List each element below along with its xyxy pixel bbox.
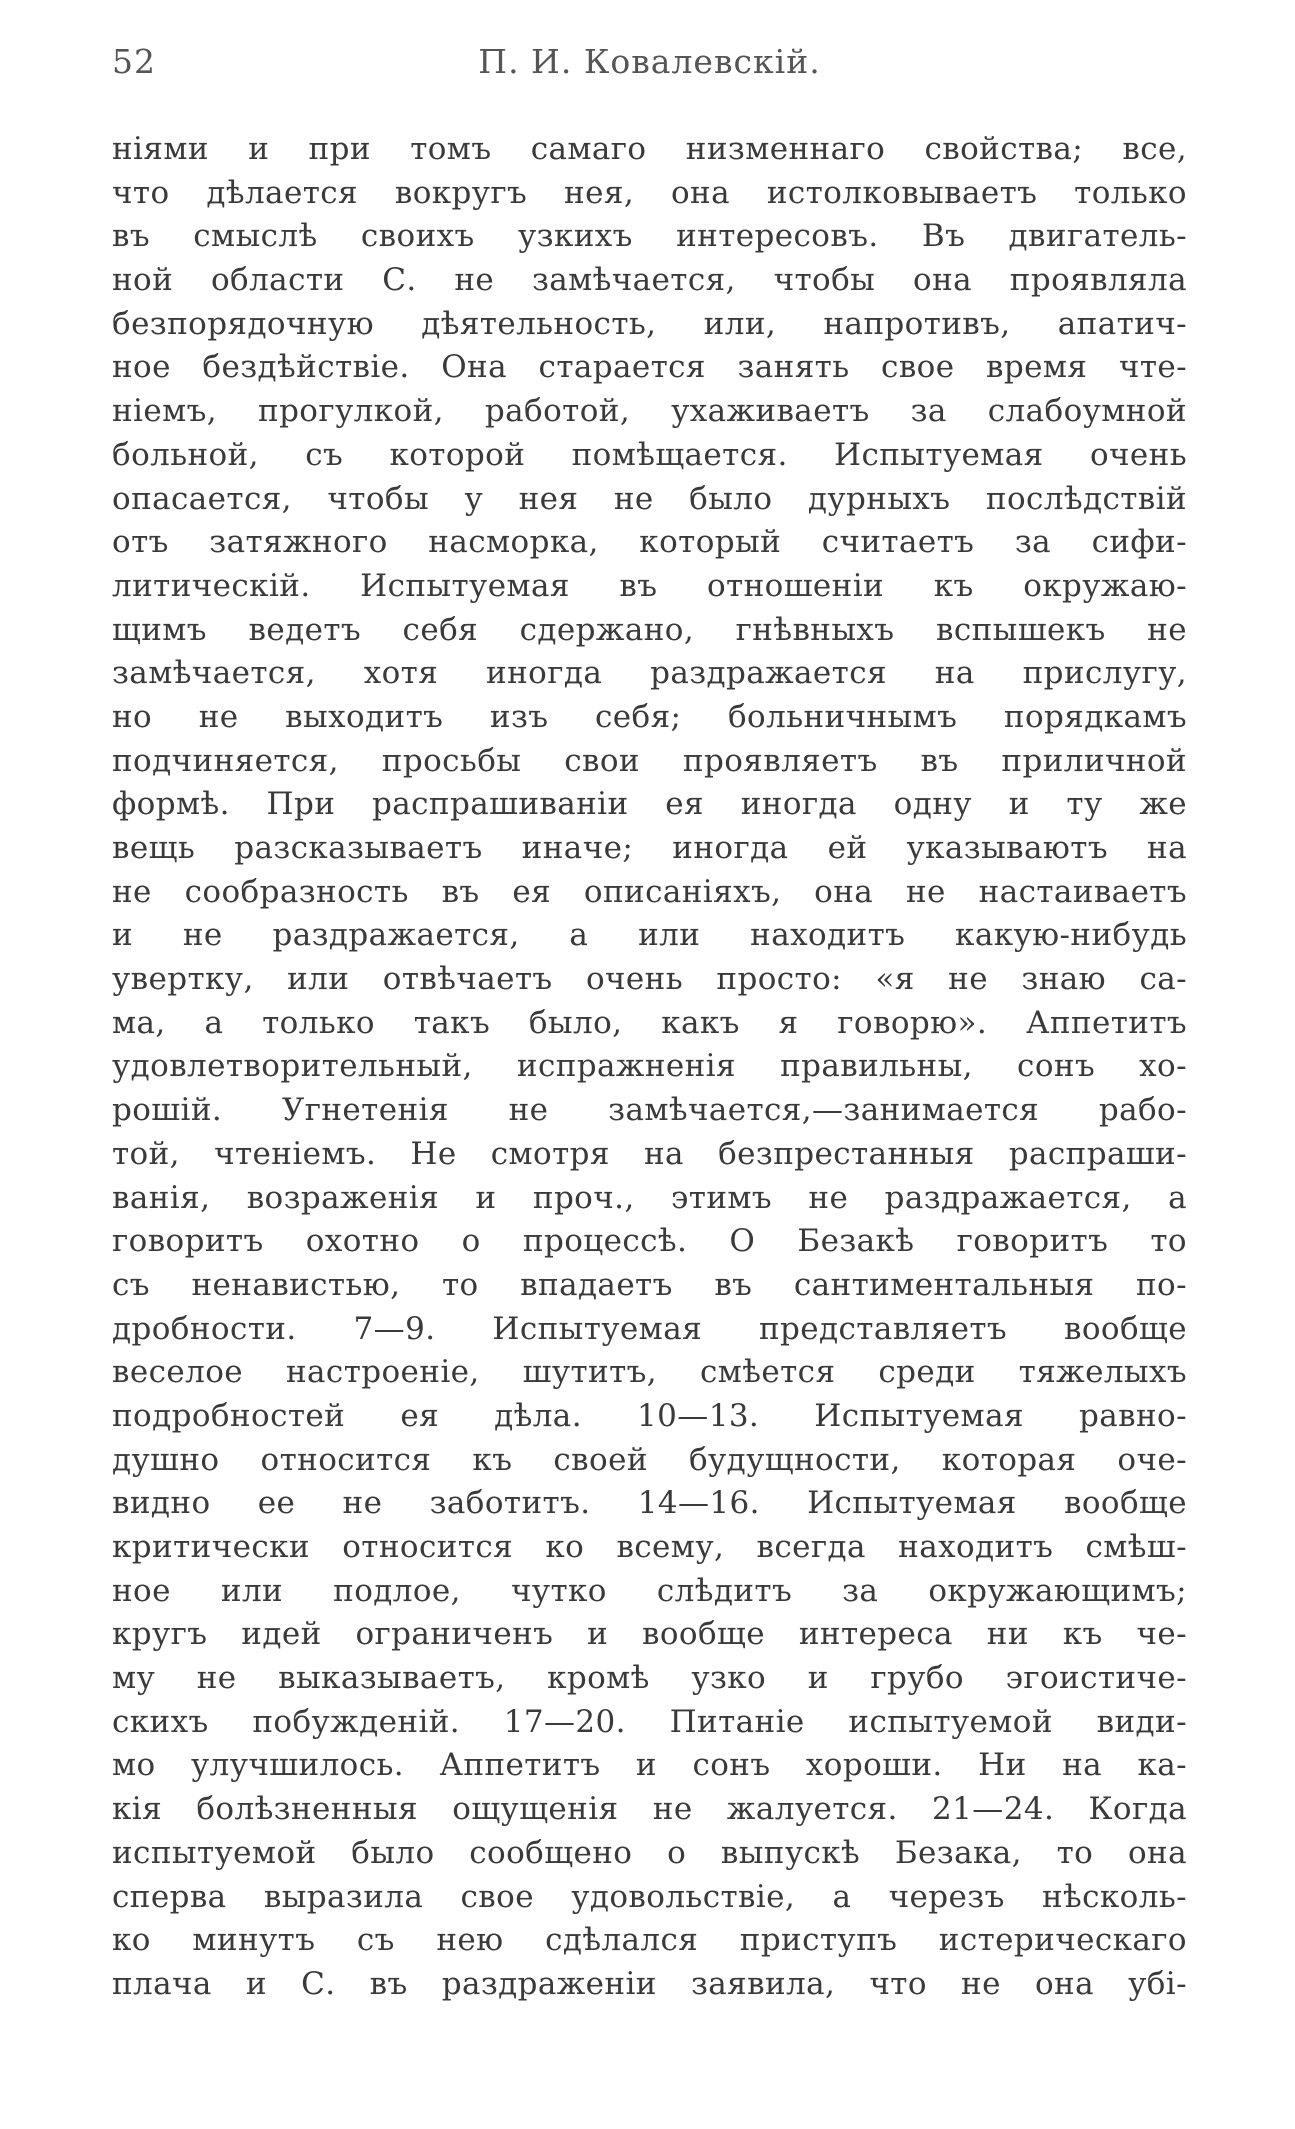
text-line: ніями и при томъ самаго низменнаго свойства; все, [112, 131, 1187, 167]
text-line: безпорядочную дѣятельность, или, напротивъ, апатич- [112, 305, 1187, 342]
page-number: 52 [112, 42, 156, 81]
text-line: и не раздражается, а или находитъ какую-нибудь [112, 917, 1187, 954]
text-line: говоритъ охотно о процессѣ. О Безакѣ говоритъ то [112, 1223, 1187, 1260]
page-header [112, 42, 1187, 92]
text-line: вещь разсказываетъ иначе; иногда ей указываютъ на [112, 830, 1187, 866]
text-line: ное или подлое, чутко слѣдитъ за окружающимъ; [112, 1572, 1187, 1609]
text-line: ванія, возраженія и проч., этимъ не раздражается, а [112, 1179, 1187, 1216]
text-line: душно относится къ своей будущности, которая оче- [112, 1441, 1187, 1478]
text-line: скихъ побужденій. 17—20. Питаніе испытуемой види- [112, 1703, 1187, 1740]
text-line: критически относится ко всему, всегда находитъ смѣш- [112, 1529, 1187, 1565]
text-line: кругъ идей ограниченъ и вообще интереса ни къ че- [112, 1616, 1187, 1653]
text-line: ное бездѣйствіе. Она старается занять свое время чте- [112, 349, 1187, 386]
text-line: увертку, или отвѣчаетъ очень просто: «я не знаю са- [112, 961, 1187, 998]
text-line: рошій. Угнетенія не замѣчается,—занимается рабо- [112, 1092, 1187, 1129]
text-line: удовлетворительный, испражненія правильны, сонъ хо- [112, 1048, 1187, 1085]
text-line: больной, съ которой помѣщается. Испытуемая очень [112, 436, 1187, 473]
text-line: ной области С. не замѣчается, чтобы она проявляла [112, 262, 1187, 299]
text-line: плача и С. въ раздраженіи заявила, что не она убі- [112, 1965, 1187, 2002]
text-line: что дѣлается вокругъ нея, она истолковываетъ только [112, 174, 1187, 211]
running-head: П. И. Ковалевскій. [478, 42, 821, 81]
text-line: той, чтеніемъ. Не смотря на безпрестанныя распраши- [112, 1135, 1187, 1172]
text-line: ко минутъ съ нею сдѣлался приступъ истерическаго [112, 1922, 1187, 1959]
text-line: щимъ ведетъ себя сдержано, гнѣвныхъ вспышекъ не [112, 611, 1187, 648]
text-line: веселое настроеніе, шутитъ, смѣется среди тяжелыхъ [112, 1354, 1187, 1391]
text-line: но не выходитъ изъ себя; больничнымъ порядкамъ [112, 698, 1187, 735]
text-line: видно ее не заботитъ. 14—16. Испытуемая вообще [112, 1485, 1187, 1522]
text-line: кія болѣзненныя ощущенія не жалуется. 21—24. Когда [112, 1791, 1187, 1828]
body-text [112, 128, 1187, 2007]
text-line: не сообразность въ ея описаніяхъ, она не настаиваетъ [112, 873, 1187, 910]
text-line: отъ затяжного насморка, который считаетъ за сифи- [112, 524, 1187, 561]
text-line: сперва выразила свое удовольствіе, а черезъ нѣсколь- [112, 1878, 1187, 1915]
text-line: замѣчается, хотя иногда раздражается на прислугу, [112, 655, 1187, 692]
text-line: ма, а только такъ было, какъ я говорю». Аппетитъ [112, 1004, 1187, 1041]
text-line: подчиняется, просьбы свои проявляетъ въ приличной [112, 742, 1187, 779]
text-line: опасается, чтобы у нея не было дурныхъ послѣдствій [112, 480, 1187, 517]
text-line: мо улучшилось. Аппетитъ и сонъ хороши. Ни на ка- [112, 1747, 1187, 1784]
text-line: формѣ. При распрашиваніи ея иногда одну и ту же [112, 786, 1187, 823]
text-line: испытуемой было сообщено о выпускѣ Безака, то она [112, 1834, 1187, 1871]
text-line: литическій. Испытуемая въ отношеніи къ окружаю- [112, 567, 1187, 604]
text-line: съ ненавистью, то впадаетъ въ сантиментальныя по- [112, 1266, 1187, 1303]
text-line: му не выказываетъ, кромѣ узко и грубо эгоистиче- [112, 1660, 1187, 1697]
text-line: подробностей ея дѣла. 10—13. Испытуемая равно- [112, 1397, 1187, 1434]
text-line: дробности. 7—9. Испытуемая представляетъ вообще [112, 1310, 1187, 1347]
text-line: въ смыслѣ своихъ узкихъ интересовъ. Въ двигатель- [112, 218, 1187, 255]
text-line: ніемъ, прогулкой, работой, ухаживаетъ за слабоумной [112, 393, 1187, 430]
